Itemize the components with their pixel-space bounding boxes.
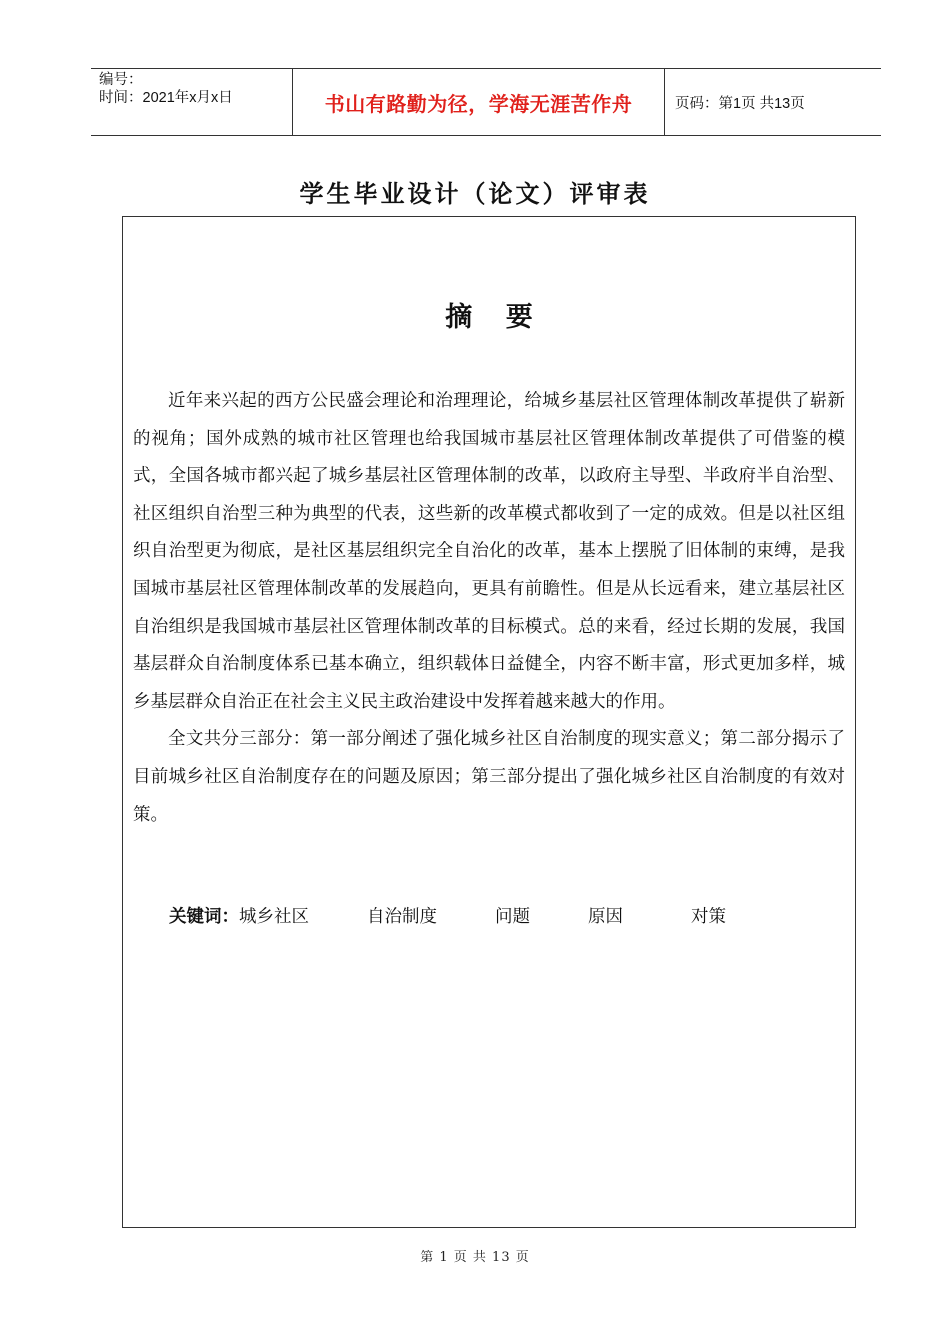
abstract-paragraph: 全文共分三部分：第一部分阐述了强化城乡社区自治制度的现实意义；第二部分揭示了目前城乡社区自治制度存在的问题及原因；第三部分提出了强化城乡社区自治制度的有效对策。: [133, 729, 845, 825]
document-header: [91, 68, 881, 136]
abstract-body: [133, 383, 845, 834]
number-label: 编号：: [99, 72, 143, 88]
header-meta-cell: [91, 69, 293, 135]
keyword-item: 对策: [691, 907, 726, 927]
abstract-paragraph: 近年来兴起的西方公民盛会理论和治理理论，给城乡基层社区管理体制改革提供了崭新的视角；国外成熟的城市社区管理也给我国城市基层社区管理体制改革提供了可借鉴的模式，全国各城市都兴起了城乡基层社区管理体制的改革，以政府主导型、半政府半自治型、社区组织自治型三种为典型的代表，这些新的改革模式都收到了一定的成效。但是以社区组织自治型更为彻底，是社区基层组织完全自治化的改革，基本上摆脱了旧体制的束缚，是我国城市基层社区管理体制改革的发展趋向，更具有前瞻性。但是从长远看来，建立基层社区自治组织是我国城市基层社区管理体制改革的目标模式。总的来看，经过长期的发展，我国基层群众自治制度体系已基本确立，组织载体日益健全，内容不断丰富，形式更加多样，城乡基层群众自治正在社会主义民主政治建设中发挥着越来越大的作用。: [133, 391, 845, 712]
time-label: 时间：2021年x月x日: [99, 90, 233, 106]
keyword-item: 城乡社区: [239, 907, 309, 927]
keyword-item: 原因: [588, 907, 623, 927]
header-page-label: 页码：第1页 共13页: [675, 95, 805, 112]
abstract-heading: 摘 要: [445, 302, 545, 333]
header-motto: 书山有路勤为径，学海无涯苦作舟: [293, 69, 665, 135]
keyword-item: 自治制度: [367, 907, 437, 927]
keywords-label: 关键词：: [169, 907, 239, 927]
keywords-line: [169, 903, 726, 931]
form-title: 学生毕业设计（论文）评审表: [299, 180, 651, 208]
review-form-box: [122, 216, 856, 1228]
page-footer: 第 1 页 共 13 页: [420, 1250, 530, 1265]
keyword-item: 问题: [495, 907, 530, 927]
